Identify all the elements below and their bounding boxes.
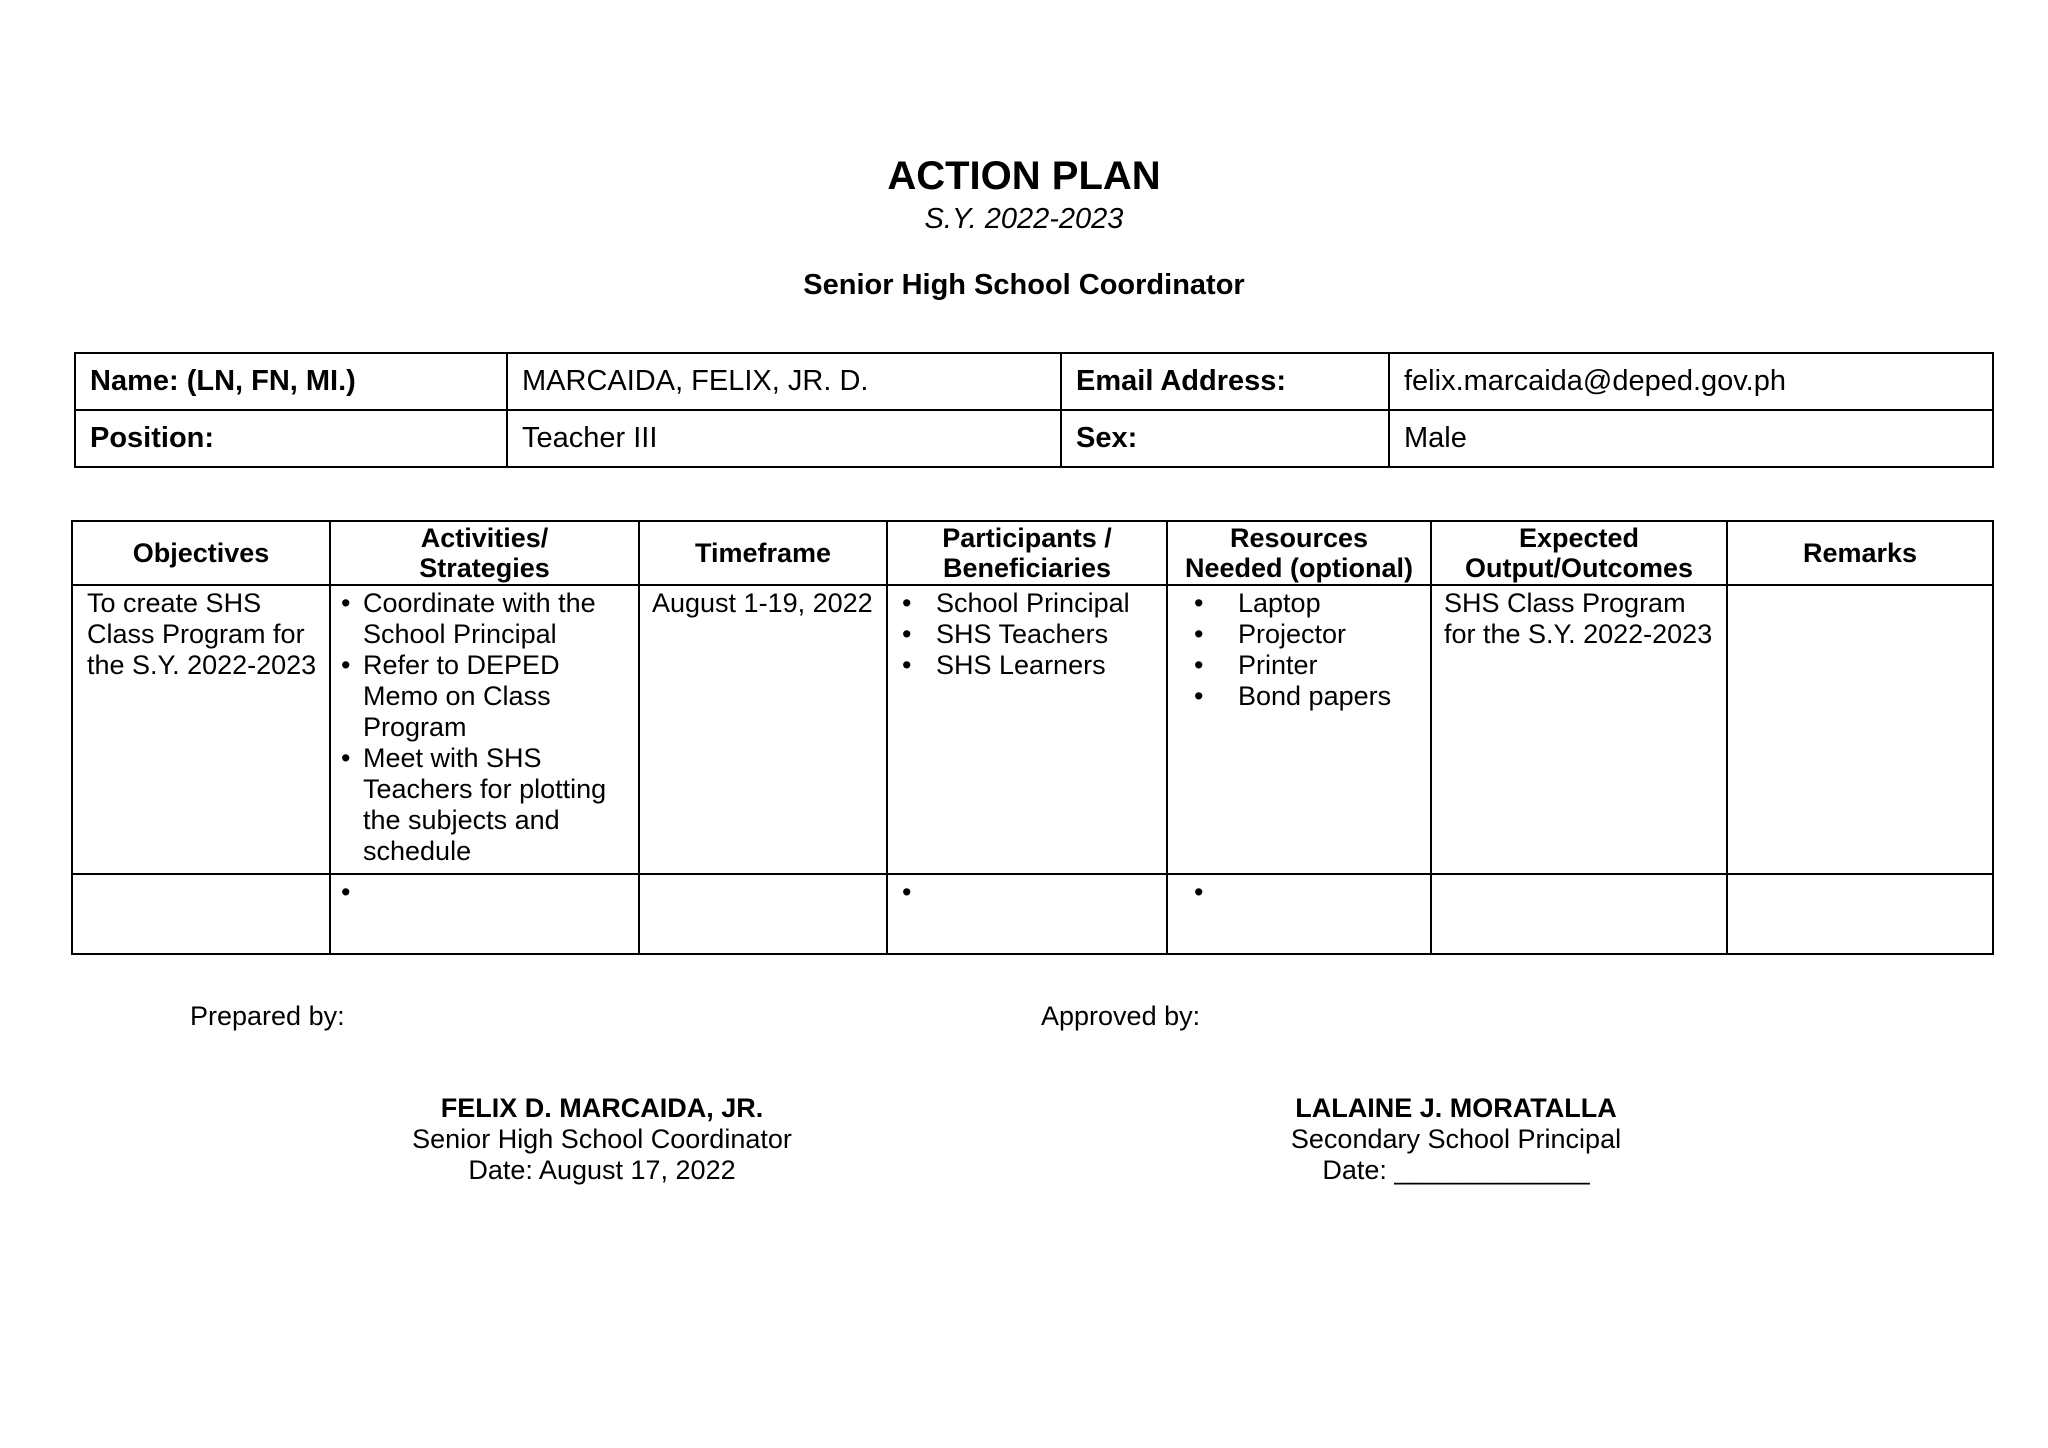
resource-text: Projector	[1238, 619, 1347, 649]
remarks-cell	[1727, 585, 1993, 874]
info-row-name	[75, 353, 1993, 410]
list-item	[902, 619, 1158, 650]
list-item	[341, 877, 630, 908]
bullet-icon: •	[341, 588, 351, 618]
list-item	[341, 650, 630, 743]
header-expected	[1431, 521, 1727, 585]
list-item	[902, 650, 1158, 681]
header-resources-line2: Needed (optional)	[1185, 553, 1413, 583]
timeframe-cell-empty	[639, 874, 887, 954]
activities-list	[341, 588, 630, 867]
list-item	[1194, 877, 1422, 908]
bullet-icon: •	[1194, 650, 1204, 680]
plan-row-empty	[72, 874, 1993, 954]
approved-name: LALAINE J. MORATALLA	[1295, 1093, 1617, 1123]
bullet-icon: •	[1194, 681, 1204, 711]
plan-row	[72, 585, 1993, 874]
activity-text: Coordinate with the School Principal	[363, 588, 596, 649]
resource-text: Bond papers	[1238, 681, 1392, 711]
participants-list-empty	[902, 877, 1158, 908]
participants-cell	[887, 585, 1167, 874]
prepared-signature-block	[302, 1093, 902, 1186]
sex-value: Male	[1389, 410, 1993, 467]
activity-text: Meet with SHS Teachers for plotting the subjects and schedule	[363, 743, 607, 866]
activities-list-empty	[341, 877, 630, 908]
header-activities-line2: Strategies	[419, 553, 550, 583]
document-title: ACTION PLAN	[887, 154, 1161, 198]
expected-output-cell: SHS Class Program for the S.Y. 2022-2023	[1431, 585, 1727, 874]
approved-signature-block	[1156, 1093, 1756, 1186]
document-subtitle: Senior High School Coordinator	[803, 269, 1245, 301]
header-resources	[1167, 521, 1431, 585]
resource-text: Laptop	[1238, 588, 1321, 618]
prepared-by-label: Prepared by:	[190, 1001, 345, 1031]
activity-text: Refer to DEPED Memo on Class Program	[363, 650, 560, 742]
resources-list-empty	[1194, 877, 1422, 908]
participants-list	[902, 588, 1158, 681]
approved-by-label: Approved by:	[1041, 1001, 1201, 1031]
list-item	[902, 588, 1158, 619]
header-activities	[330, 521, 639, 585]
timeframe-cell: August 1-19, 2022	[639, 585, 887, 874]
header-activities-line1: Activities/	[420, 523, 549, 553]
info-table	[74, 352, 1994, 468]
resources-list	[1194, 588, 1422, 712]
header-participants-line1: Participants /	[942, 523, 1112, 553]
list-item	[341, 743, 630, 867]
header-expected-line2: Output/Outcomes	[1465, 553, 1693, 583]
email-value: felix.marcaida@deped.gov.ph	[1389, 353, 1993, 410]
participant-text: SHS Learners	[936, 650, 1106, 680]
bullet-icon: •	[902, 877, 912, 907]
bullet-icon: •	[341, 743, 351, 773]
approved-title: Secondary School Principal	[1290, 1124, 1622, 1154]
participants-cell-empty	[887, 874, 1167, 954]
header-remarks: Remarks	[1727, 521, 1993, 585]
expected-output-cell-empty	[1431, 874, 1727, 954]
header-participants	[887, 521, 1167, 585]
resources-cell	[1167, 585, 1431, 874]
info-row-position	[75, 410, 1993, 467]
header-timeframe: Timeframe	[639, 521, 887, 585]
bullet-icon: •	[902, 619, 912, 649]
name-value: MARCAIDA, FELIX, JR. D.	[507, 353, 1061, 410]
list-item	[341, 588, 630, 650]
email-label: Email Address:	[1061, 353, 1389, 410]
sex-label: Sex:	[1061, 410, 1389, 467]
prepared-date: Date: August 17, 2022	[468, 1155, 736, 1185]
approved-date: Date: _____________	[1322, 1155, 1590, 1185]
school-year: S.Y. 2022-2023	[924, 203, 1124, 235]
activities-cell	[330, 585, 639, 874]
bullet-icon: •	[1194, 588, 1204, 618]
prepared-name: FELIX D. MARCAIDA, JR.	[440, 1093, 764, 1123]
header-expected-line1: Expected	[1518, 523, 1640, 553]
objective-cell-empty	[72, 874, 330, 954]
name-label: Name: (LN, FN, MI.)	[75, 353, 507, 410]
bullet-icon: •	[1194, 877, 1204, 907]
list-item	[1194, 650, 1422, 681]
position-label: Position:	[75, 410, 507, 467]
list-item	[1194, 619, 1422, 650]
bullet-icon: •	[902, 588, 912, 618]
prepared-title: Senior High School Coordinator	[412, 1124, 792, 1154]
remarks-cell-empty	[1727, 874, 1993, 954]
list-item	[902, 877, 1158, 908]
bullet-icon: •	[1194, 619, 1204, 649]
resources-cell-empty	[1167, 874, 1431, 954]
resource-text: Printer	[1238, 650, 1318, 680]
list-item	[1194, 588, 1422, 619]
header-resources-line1: Resources	[1229, 523, 1369, 553]
bullet-icon: •	[902, 650, 912, 680]
header-participants-line2: Beneficiaries	[942, 553, 1112, 583]
list-item	[1194, 681, 1422, 712]
objective-cell: To create SHS Class Program for the S.Y. 2022-2023	[72, 585, 330, 874]
action-plan-table	[71, 520, 1994, 955]
activities-cell-empty	[330, 874, 639, 954]
plan-header-row	[72, 521, 1993, 585]
participant-text: School Principal	[936, 588, 1130, 618]
bullet-icon: •	[341, 650, 351, 680]
participant-text: SHS Teachers	[936, 619, 1109, 649]
header-objectives: Objectives	[72, 521, 330, 585]
bullet-icon: •	[341, 877, 351, 907]
position-value: Teacher III	[507, 410, 1061, 467]
